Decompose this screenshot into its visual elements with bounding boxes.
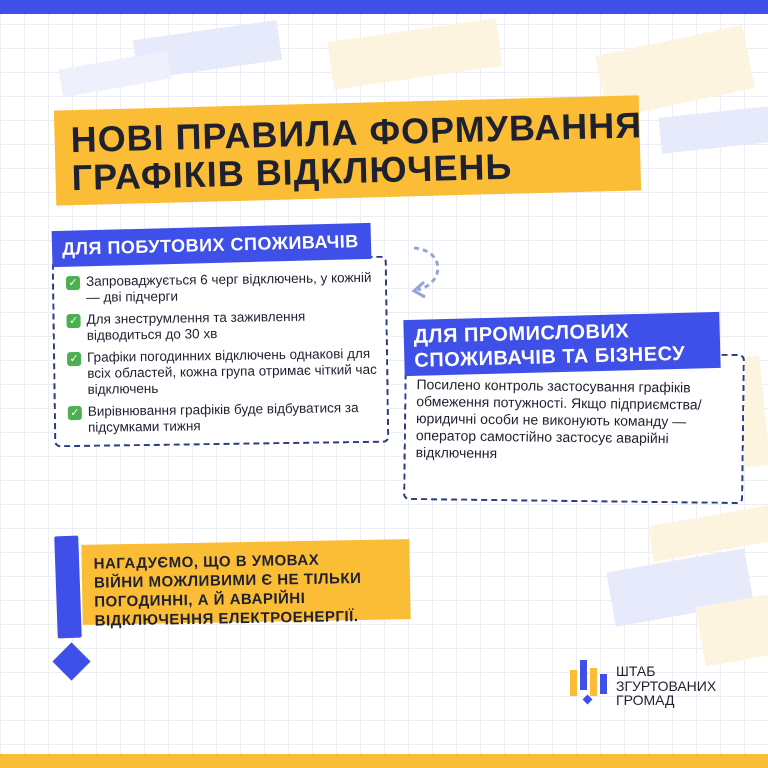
household-label: ДЛЯ ПОБУТОВИХ СПОЖИВАЧІВ	[52, 223, 372, 267]
check-icon: ✓	[66, 276, 80, 290]
top-accent-bar	[0, 0, 768, 14]
reminder-line: ПОГОДИННІ, А Й АВАРІЙНІ	[94, 589, 306, 611]
reminder-note	[81, 539, 410, 630]
list-item-text: Запроваджується 6 черг відключень, у кожній — дві підчерги	[85, 269, 372, 305]
list-item	[68, 400, 381, 436]
logo-text	[616, 664, 716, 708]
decorative-shape	[695, 594, 768, 667]
decorative-shape	[58, 51, 171, 98]
reminder-line: ВІДКЛЮЧЕННЯ ЕЛЕКТРОЕНЕРГІЇ.	[94, 608, 359, 630]
list-item-text: Для знеструмлення та заживлення відводиться до 30 хв	[86, 308, 306, 343]
check-icon: ✓	[68, 406, 82, 420]
list-item	[66, 308, 379, 344]
industrial-label	[403, 312, 720, 376]
logo-line: ГРОМАД	[616, 692, 675, 708]
industrial-label-line: ДЛЯ ПРОМИСЛОВИХ	[413, 320, 630, 348]
reminder-line: НАГАДУЄМО, ЩО В УМОВАХ	[93, 551, 320, 573]
list-item-text: Вирівнювання графіків буде відбуватися за підсумками тижня	[87, 400, 359, 435]
logo	[570, 660, 730, 710]
logo-line: ЗГУРТОВАНИХ	[616, 677, 717, 694]
title-line: ГРАФІКІВ ВІДКЛЮЧЕНЬ	[71, 145, 513, 199]
decorative-shape	[658, 106, 768, 153]
curved-arrow-icon	[400, 242, 448, 302]
logo-icon	[570, 660, 612, 706]
bottom-accent-bar	[0, 754, 768, 768]
list-item	[66, 270, 379, 306]
list-item	[67, 346, 381, 398]
household-section	[52, 256, 390, 448]
household-list	[66, 270, 381, 442]
check-icon: ✓	[66, 314, 80, 328]
list-item-text: Графіки погодинних відключень однакові для всіх областей, кожна група отримає чіткий час відключень	[86, 345, 377, 397]
exclamation-dot	[52, 642, 90, 680]
decorative-shape	[648, 504, 768, 562]
reminder-line: ВІЙНИ МОЖЛИВИМИ Є НЕ ТІЛЬКИ	[93, 569, 362, 592]
exclamation-icon	[54, 536, 82, 639]
title-line: НОВІ ПРАВИЛА ФОРМУВАННЯ	[70, 104, 643, 161]
industrial-label-line: СПОЖИВАЧІВ ТА БІЗНЕСУ	[414, 342, 686, 372]
logo-line: ШТАБ	[616, 663, 656, 679]
industrial-text: Посилено контроль застосування графіків обмеження потужності. Якщо підприємства/юридичні особи не виконують команду — оператор самостійно застосує аварійні відключення	[415, 376, 702, 462]
page-title	[54, 95, 641, 205]
decorative-shape	[327, 18, 502, 89]
check-icon: ✓	[67, 352, 81, 366]
